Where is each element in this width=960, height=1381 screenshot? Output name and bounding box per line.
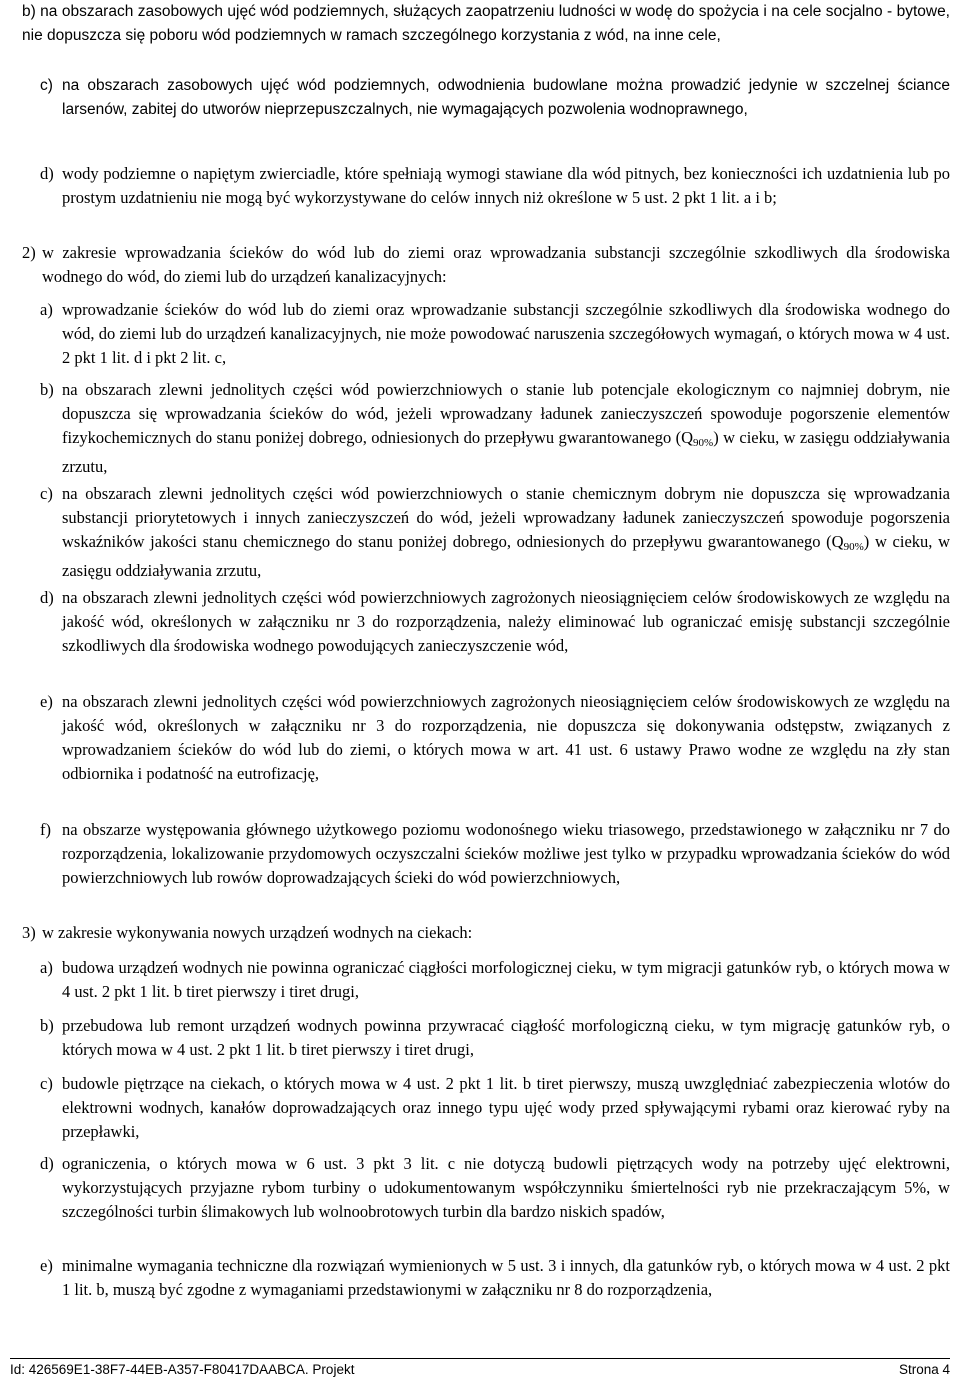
section-3a: a) budowa urządzeń wodnych nie powinna ograniczać ciągłości morfologicznej cieku, w tym migracji gatunków ryb, o których mowa w 4 ust. 2 pkt 1 lit. b tiret pierwszy i tiret drugi, xyxy=(40,958,950,1001)
section-3e: e) minimalne wymagania techniczne dla rozwiązań wymienionych w 5 ust. 3 i innych, dla gatunków ryb, o których mowa w 4 ust. 2 pkt 1 lit. b, muszą być zgodne z wymaganiami przedstawionymi w załączniku nr 8 do rozporządzenia, xyxy=(40,1256,950,1299)
section-2c: c) na obszarach zlewni jednolitych części wód powierzchniowych o stanie chemicznym dobrym nie dopuszcza się wprowadzania substancji priorytetowych i innych zanieczyszczeń do wód, jeżeli wprowadzany ładunek zanieczyszczeń spowoduje pogorszenia wskaźników jakości stanu chemicznego do stanu poniżej dobrego, odniesionych do przepływu gwarantowanego $(Q_{90\%})$ w cieku, w zasięgu oddziaływania zrzutu, xyxy=(40,484,950,580)
section-2f: f) na obszarze występowania głównego użytkowego poziomu wodonośnego wieku triasowego, przedstawionego w załączniku nr 7 do rozporządzenia, lokalizowanie przydomowych oczyszczalni ścieków możliwe jest tylko w przypadku wprowadzania ścieków do wód powierzchniowych lub rowów doprowadzających ścieki do wód powierzchniowych, xyxy=(40,820,950,887)
document-id: Id: 426569E1-38F7-44EB-A357-F80417DAABCA. Projekt xyxy=(10,1362,355,1377)
section-3b: b) przebudowa lub remont urządzeń wodnych powinna przywracać ciągłość morfologiczną cieku, w tym migrację gatunków ryb, o których mowa w 4 ust. 2 pkt 1 lit. b tiret pierwszy i tiret drugi, xyxy=(40,1016,950,1059)
paragraph-1c: c) na obszarach zasobowych ujęć wód podziemnych, odwodnienia budowlane można prowadzić jedynie w szczelnej ściance larsenów, zabitej do utworów nieprzepuszczalnych, nie wymagających pozwolenia wodnoprawnego, xyxy=(40,77,950,118)
paragraph-1d: d) wody podziemne o napiętym zwierciadle, które spełniają wymogi stawiane dla wód pitnych, bez konieczności ich uzdatnienia lub po prostym uzdatnieniu nie mogą być wykorzystywane do celów innych niż określone w 5 ust. 2 pkt 1 lit. a i b; xyxy=(40,164,950,207)
section-3d: d) ograniczenia, o których mowa w 6 ust. 3 pkt 3 lit. c nie dotyczą budowli piętrzących wody na potrzeby ujęć elektrowni, wykorzystujących przyjazne rybom turbiny o udokumentowanym współczynniku śmiertelności ryb nie przekraczającym 5%, w szczególności turbin ślimakowych lub wolnoobrotowych turbin dla bardzo niskich spadów, xyxy=(40,1154,950,1221)
page-footer xyxy=(10,1358,950,1381)
section-2a: a) wprowadzanie ścieków do wód lub do ziemi oraz wprowadzanie substancji szczególnie szkodliwych dla środowiska wodnego do wód, do ziemi lub do urządzeń kanalizacyjnych, nie może powodować naruszenia szczegółowych wymagań, o których mowa w 4 ust. 2 pkt 1 lit. d i pkt 2 lit. c, xyxy=(40,300,950,367)
section-3c: c) budowle piętrzące na ciekach, o których mowa w 4 ust. 2 pkt 1 lit. b tiret pierwszy, muszą uwzględniać zabezpieczenia wlotów do elektrowni wodnych, kanałów doprowadzających oraz innego typu ujęć wody przed spływającymi rybami oraz kierować ryby na przepławki, xyxy=(40,1074,950,1141)
section-2b: b) na obszarach zlewni jednolitych części wód powierzchniowych o stanie lub potencjale ekologicznym co najmniej dobrym, nie dopuszcza się wprowadzania ścieków do wód, jeżeli wprowadzany ładunek zanieczyszczeń spowoduje pogorszenie elementów fizykochemicznych do stanu poniżej dobrego, odniesionych do przepływu gwarantowanego $(Q_{90\%})$ w cieku, w zasięgu oddziaływania zrzutu, xyxy=(40,380,950,476)
section-2-heading: 2) w zakresie wprowadzania ścieków do wód lub do ziemi oraz wprowadzania substancji szczególnie szkodliwych dla środowiska wodnego do wód, do ziemi lub do urządzeń kanalizacyjnych: xyxy=(22,243,950,286)
section-2e: e) na obszarach zlewni jednolitych części wód powierzchniowych zagrożonych nieosiągnięciem celów środowiskowych ze względu na jakość wód, określonych w załączniku nr 3 do rozporządzenia, nie dopuszcza się dokonywania odstępstw, związanych z wprowadzaniem ścieków do wód lub do ziemi, o których mowa w art. 41 ust. 6 ustawy Prawo wodne ze względu na zły stan odbiornika i podatność na eutrofizację, xyxy=(40,692,950,783)
section-2d: d) na obszarach zlewni jednolitych części wód powierzchniowych zagrożonych nieosiągnięciem celów środowiskowych ze względu na jakość wód, określonych w załączniku nr 3 do rozporządzenia, należy eliminować lub ograniczać emisję substancji szczególnie szkodliwych dla środowiska wodnego powodujących zanieczyszczenie wód, xyxy=(40,588,950,655)
page-number: Strona 4 xyxy=(898,1362,950,1377)
section-3-heading: 3) w zakresie wykonywania nowych urządzeń wodnych na ciekach: xyxy=(22,923,473,942)
paragraph-1b: b) na obszarach zasobowych ujęć wód podziemnych, służących zaopatrzeniu ludności w wodę do spożycia i na cele socjalno - bytowe, nie dopuszcza się poboru wód podziemnych w ramach szczególnego korzystania z wód, na inne cele, xyxy=(22,3,950,44)
